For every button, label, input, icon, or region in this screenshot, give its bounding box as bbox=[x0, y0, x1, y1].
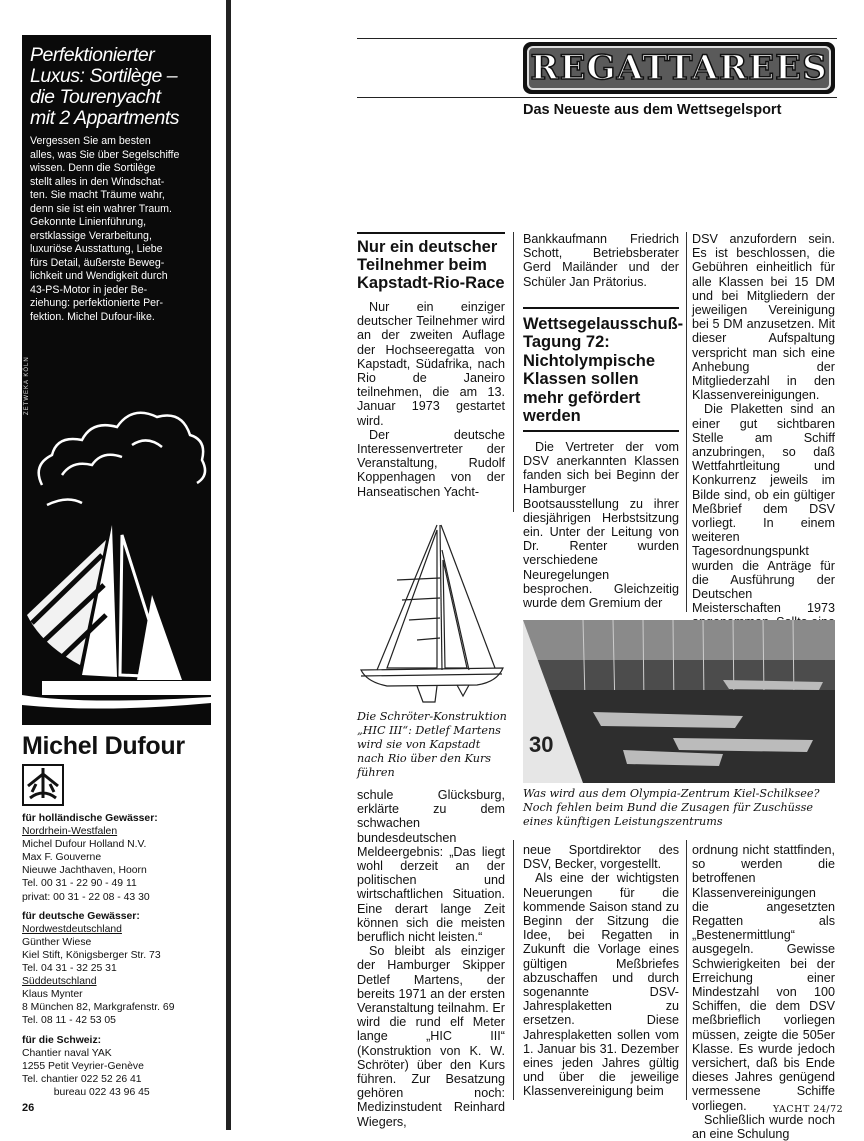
column-three-top bbox=[692, 232, 835, 658]
page-number: 26 bbox=[22, 1102, 35, 1114]
contact-line: Tel. 00 31 - 22 90 - 49 11 bbox=[22, 878, 137, 890]
ad-headline-line: mit 2 Appartments bbox=[30, 107, 180, 129]
contact-heading: für holländische Gewässer: bbox=[22, 813, 158, 824]
contact-line: Tel. 08 11 - 42 53 05 bbox=[22, 1015, 116, 1027]
ad-line: Gekonnte Linienführung, bbox=[30, 216, 147, 228]
ad-line: lichkeit und Wendigkeit durch bbox=[30, 270, 168, 282]
ad-body-text bbox=[30, 135, 208, 324]
ad-line: fürs Detail, äußerste Beweg- bbox=[30, 256, 165, 269]
brand-logo-icon bbox=[22, 764, 64, 806]
contact-region: Nordrhein-Westfalen bbox=[22, 826, 118, 838]
contact-line: 8 München 82, Markgrafenstr. 69 bbox=[22, 1002, 175, 1014]
dealer-contacts bbox=[22, 812, 227, 1099]
article2-paragraph: Schließlich wurde noch an eine Schulung bbox=[692, 1112, 835, 1141]
contact-line: 1255 Petit Veyrier-Genève bbox=[22, 1060, 144, 1072]
column-three-bottom bbox=[692, 843, 835, 1141]
header-rule bbox=[357, 97, 837, 98]
contact-line: Michel Dufour Holland N.V. bbox=[22, 839, 147, 851]
contact-line: Kiel Stift, Königsberger Str. 73 bbox=[22, 949, 161, 961]
yacht-line-drawing bbox=[357, 520, 507, 705]
ad-line: erstklassige Verarbeitung, bbox=[30, 229, 152, 242]
magazine-issue: YACHT 24/72 bbox=[773, 1104, 844, 1115]
contact-line: Tel. 04 31 - 32 25 31 bbox=[22, 963, 117, 975]
ad-line: alles, was Sie über Segelschiffe bbox=[30, 148, 180, 161]
svg-text:30: 30 bbox=[529, 732, 554, 757]
ad-line: wissen. Denn die Sortilège bbox=[30, 162, 156, 174]
column-separator bbox=[686, 840, 687, 1100]
ad-line: ziehung: perfektionierte Per- bbox=[30, 297, 164, 309]
article2-headline: Wettsegelausschuß-Tagung 72: Nichtolympische Klassen sollen mehr gefördert werden bbox=[523, 315, 679, 432]
article2-paragraph: Als eine der wichtigsten Neuerungen für die kommende Saison stand zu Beginn der Sitzung die Idee, bei Regatten in Zukunft die Vorlage eines gültigen Meßbriefes abzuschaffen und durch sogenannte DSV-Jahresplaketten zu ersetzen. Diese Jahresplaketten sollen vom 1. Januar bis 31. Dezember eines jeden Jahres gültig und über die jeweilige Klassenvereinigung beim bbox=[523, 871, 679, 1099]
article2-paragraph: DSV anzufordern sein. Es ist beschlossen, die Gebühren einheitlich für alle Klassen bei 15 DM und bei Mitgliedern der jeweiligen Vereinigung bei 5 DM anzusetzen. Mit dieser Aufspaltung verspricht man sich eine Anhebung der Mitgliederzahl in den Klassenvereinigungen. bbox=[692, 232, 835, 403]
ad-line: 43-PS-Motor in jeder Be- bbox=[30, 283, 148, 296]
article2-paragraph: Die Vertreter der vom DSV anerkannten Klassen fanden sich bei Beginn der Hamburger Bootsausstellung zu ihrer diesjährigen Herbstsitzung ein. Unter der Leitung von Dr. Renter wurden verschiedene Neuregelungen besprochen. Gleichzeitig wurde dem Gremium der bbox=[523, 439, 679, 611]
contact-line: bureau 022 43 96 45 bbox=[22, 1086, 150, 1098]
article1-paragraph: schule Glücksburg, erklärte zu dem schwachen bundesdeutschen Meldeergebnis: „Das liegt wohl derzeit an der politischen und wirtschaftlichen Situation. Eine derart lange Zeit können sich die meisten beruflich nicht leisten.“ bbox=[357, 788, 505, 945]
contact-line: Max F. Gouverne bbox=[22, 852, 102, 864]
article2-paragraph: Die Plaketten sind an einer gut sichtbaren Stelle am Schiff anzubringen, so daß Wettfahrtleitung und Konkurrenz jeweils im Bilde sind, ob ein gültiger Meßbrief dem DSV vorliegt. In einem weiteren Tagesordnungspunkt wurden die Anträge für die Ausführung der Deutschen Meisterschaften 1973 bbox=[692, 402, 835, 616]
advertisement-panel bbox=[22, 35, 211, 725]
column-separator bbox=[686, 232, 687, 612]
ad-headline bbox=[30, 45, 208, 129]
article1-column-continued bbox=[357, 788, 505, 1129]
sailboat-illustration bbox=[22, 365, 211, 725]
ad-line: Vergessen Sie am besten bbox=[30, 135, 151, 147]
yacht-caption: Die Schröter-Konstruktion „HIC III“: Detlef Martens wird sie von Kapstadt nach Rio über den Kurs führen bbox=[357, 710, 507, 779]
article2-paragraph: neue Sportdirektor des DSV, Becker, vorgestellt. bbox=[523, 843, 679, 872]
section-banner bbox=[523, 42, 835, 94]
contact-heading: für deutsche Gewässer: bbox=[22, 910, 140, 922]
contact-region: Süddeutschland bbox=[22, 976, 97, 988]
contact-region: Nordwestdeutschland bbox=[22, 923, 122, 935]
article1-headline: Nur ein deutscher Teilnehmer beim Kapstadt-Rio-Race bbox=[357, 232, 505, 292]
ad-headline-line: Luxus: Sortilège – bbox=[30, 65, 178, 87]
contact-heading: für die Schweiz: bbox=[22, 1034, 102, 1046]
section-title: REGATTAREES bbox=[530, 48, 828, 88]
ad-line: ten. Sie macht Träume wahr, bbox=[30, 189, 165, 201]
contact-line: privat: 00 31 - 22 08 - 43 30 bbox=[22, 891, 150, 903]
contact-line: Günther Wiese bbox=[22, 936, 92, 948]
column-separator bbox=[513, 840, 514, 1100]
column-two-bottom bbox=[523, 843, 679, 1099]
column-two-top bbox=[523, 232, 684, 611]
brand-name: Michel Dufour bbox=[22, 732, 185, 760]
article1-paragraph: Der deutsche Interessenvertreter der Veranstaltung, Rudolf Koppenhagen von der Hanseatischen Yacht- bbox=[357, 427, 505, 499]
article1-column bbox=[357, 232, 505, 499]
ad-line: denn sie ist ein wahrer Traum. bbox=[30, 202, 172, 215]
page-divider bbox=[226, 0, 231, 1130]
article1-paragraph: Bankkaufmann Friedrich Schott, Betriebsberater Gerd Mailänder und der Schüler Jan Prätorius. bbox=[523, 232, 679, 289]
contact-line: Nieuwe Jachthaven, Hoorn bbox=[22, 865, 147, 877]
contact-line: Tel. chantier 022 52 26 41 bbox=[22, 1073, 142, 1085]
ad-line: fektion. Michel Dufour-like. bbox=[30, 310, 155, 323]
section-subtitle: Das Neueste aus dem Wettsegelsport bbox=[523, 102, 782, 118]
agency-credit: ZETWEKA KÖLN bbox=[24, 356, 30, 415]
article2-paragraph: ordnung nicht stattfinden, so werden die betroffenen Klassenvereinigungen die angesetzten Regatten als „Bestenermittlung“ ausgegeln. Gewisse Schwierigkeiten bei der Erreichung einer Mindestzahl von 100 Schiffen, die dem DSV meßbrieflich vorliegen müssen, zeigte die 505er Klasse. Es wurde jedoch versichert, daß bis Ende dieses Jahres genügend vermessene Schiffe vorliegen. bbox=[692, 843, 835, 1113]
ad-line: stellt alles in den Windschat- bbox=[30, 175, 165, 188]
article1-paragraph: So bleibt als einziger der Hamburger Skipper Detlef Martens, der bereits 1971 an der ersten Veranstaltung teilnahm. Er wird die rund elf Meter lange „HIC III“ (Konstruktion von K. W. Schröter) über den Kurs führen. Zur Besatzung gehören noch: Medizinstudent Reinhard Wiegers, bbox=[357, 944, 505, 1129]
ad-headline-line: Perfektionierter bbox=[30, 44, 155, 66]
harbor-photo bbox=[523, 620, 835, 783]
ad-line: luxuriöse Ausstattung, Liebe bbox=[30, 243, 163, 255]
contact-line: Klaus Mynter bbox=[22, 989, 83, 1001]
column-separator bbox=[513, 232, 514, 512]
article1-paragraph: Nur ein einziger deutscher Teilnehmer wird an der zweiten Auflage der Hochseeregatta von Kapstadt, Südafrika, nach Rio de Janeiro teilnehmen, die am 13. Januar 1973 gestartet wird. bbox=[357, 300, 505, 428]
contact-line: Chantier naval YAK bbox=[22, 1047, 112, 1059]
photo-caption: Was wird aus dem Olympia-Zentrum Kiel-Schilksee? Noch fehlen beim Bund die Zusagen für Zuschüsse eines künftigen Leistungszentrums bbox=[523, 787, 820, 828]
header-rule bbox=[357, 38, 837, 39]
ad-headline-line: die Tourenyacht bbox=[30, 86, 161, 108]
